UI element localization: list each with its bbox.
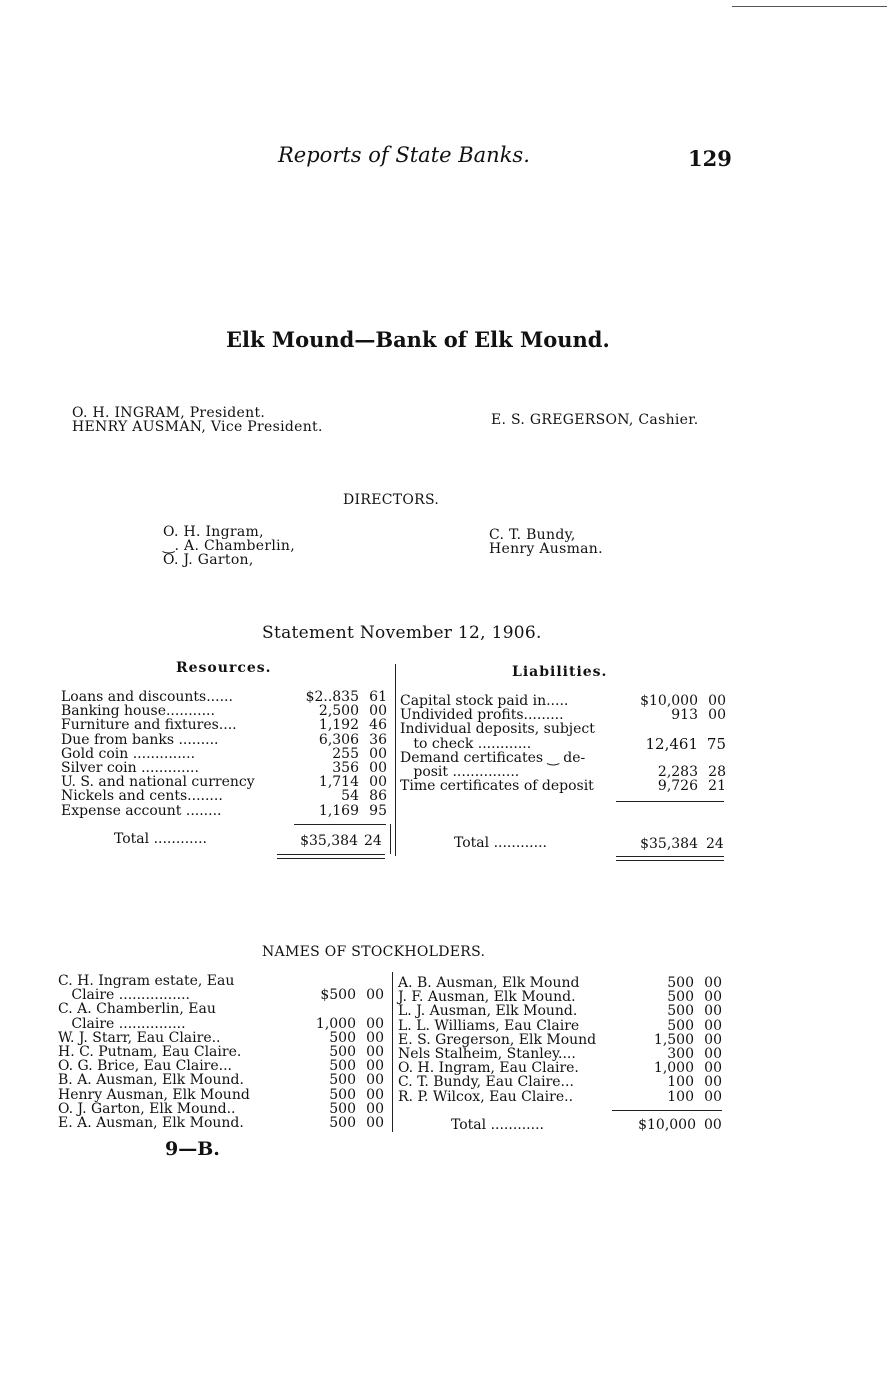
row-cents: 00 xyxy=(369,774,387,791)
row-amount: 500 xyxy=(329,1058,356,1075)
row-label: C. A. Chamberlin, Eau xyxy=(58,1001,216,1018)
row-amount: 500 xyxy=(329,1072,356,1089)
liabilities-total-double-rule xyxy=(616,856,724,857)
row-label: A. B. Ausman, Elk Mound xyxy=(398,975,580,991)
stockholder-row xyxy=(398,1033,724,1047)
officer-cashier: E. S. GREGERSON, Cashier. xyxy=(491,412,699,428)
officer-vice-president: HENRY AUSMAN, Vice President. xyxy=(72,419,323,435)
row-amount: 1,000 xyxy=(315,1015,356,1032)
stockholder-row xyxy=(398,976,724,990)
scan-edge-line xyxy=(732,6,887,7)
row-cents: 00 xyxy=(366,1114,384,1131)
resources-row xyxy=(61,747,391,761)
directors-left xyxy=(163,525,295,567)
row-cents: 46 xyxy=(369,717,387,734)
row-label: Gold coin .............. xyxy=(61,745,196,762)
stockholders-total-amount: $10,000 xyxy=(638,1117,696,1133)
row-cents: 95 xyxy=(369,802,387,819)
row-amount: 500 xyxy=(667,989,694,1006)
liabilities-row xyxy=(400,765,728,779)
row-amount: $500 xyxy=(320,987,356,1004)
row-cents: 00 xyxy=(366,1072,384,1089)
row-label: C. H. Ingram estate, Eau xyxy=(58,973,235,989)
directors-heading: DIRECTORS. xyxy=(343,492,440,508)
row-cents: 00 xyxy=(704,1003,722,1020)
row-amount: 2,283 xyxy=(657,763,698,780)
row-cents: 00 xyxy=(704,1088,722,1105)
row-cents: 00 xyxy=(704,975,722,991)
row-label: W. J. Starr, Eau Claire.. xyxy=(58,1029,221,1046)
stockholders-total-label: Total ............ xyxy=(451,1117,544,1133)
row-amount: 500 xyxy=(329,1029,356,1046)
row-label: Demand certificates ‿ de- xyxy=(400,749,586,766)
row-label: C. T. Bundy, Eau Claire... xyxy=(398,1074,574,1091)
row-cents: 00 xyxy=(366,1058,384,1075)
row-amount: 1,714 xyxy=(318,774,359,791)
liabilities-row xyxy=(400,708,728,722)
row-amount: 9,726 xyxy=(657,778,698,795)
row-cents: 00 xyxy=(366,1015,384,1032)
row-amount: 100 xyxy=(667,1088,694,1105)
stockholder-row xyxy=(398,1075,724,1089)
stockholder-row xyxy=(58,1116,388,1130)
row-label: J. F. Ausman, Elk Mound. xyxy=(398,989,576,1006)
row-amount: 1,500 xyxy=(653,1031,694,1048)
row-amount: 1,192 xyxy=(318,717,359,734)
resources-row xyxy=(61,718,391,732)
resources-total-label: Total ............ xyxy=(114,831,207,847)
row-label: to check ............ xyxy=(400,735,532,752)
row-cents: 00 xyxy=(366,1029,384,1046)
stockholder-row xyxy=(58,1073,388,1087)
row-cents: 00 xyxy=(704,989,722,1006)
row-amount: 1,169 xyxy=(318,802,359,819)
resources-row xyxy=(61,789,391,803)
stockholder-row xyxy=(58,1045,388,1059)
bank-title: Elk Mound—Bank of Elk Mound. xyxy=(226,327,610,352)
row-amount: 500 xyxy=(329,1114,356,1131)
row-label: E. A. Ausman, Elk Mound. xyxy=(58,1114,244,1131)
officer-president: O. H. INGRAM, President. xyxy=(72,405,266,421)
stockholders-total-cents: 00 xyxy=(704,1117,722,1133)
row-label: U. S. and national currency xyxy=(61,774,255,791)
row-amount: 500 xyxy=(329,1086,356,1103)
row-cents: 28 xyxy=(708,763,726,780)
liabilities-sum-rule xyxy=(616,801,724,802)
row-label: Time certificates of deposit xyxy=(400,778,594,795)
row-label: Individual deposits, subject xyxy=(400,721,595,738)
row-amount: $10,000 xyxy=(640,693,698,709)
row-cents: 75 xyxy=(706,734,726,753)
row-amount: 500 xyxy=(667,1003,694,1020)
stockholder-row xyxy=(58,1102,388,1116)
resources-total-double-rule xyxy=(277,858,385,859)
stockholder-row xyxy=(398,1090,724,1104)
resources-table xyxy=(61,690,391,818)
row-label: L. L. Williams, Eau Claire xyxy=(398,1017,580,1034)
stockholder-row xyxy=(398,1019,724,1033)
row-amount: 300 xyxy=(667,1045,694,1062)
row-label: Nels Stalheim, Stanley.... xyxy=(398,1045,576,1062)
row-cents: 21 xyxy=(708,778,726,795)
row-label: R. P. Wilcox, Eau Claire.. xyxy=(398,1088,574,1105)
row-label: Silver coin ............. xyxy=(61,759,199,776)
resources-row xyxy=(61,804,391,818)
stockholder-row xyxy=(398,990,724,1004)
row-cents: 00 xyxy=(366,987,384,1004)
row-amount: 100 xyxy=(667,1074,694,1091)
stockholders-heading: NAMES OF STOCKHOLDERS. xyxy=(262,944,486,960)
row-cents: 00 xyxy=(704,1045,722,1062)
row-cents: 00 xyxy=(704,1017,722,1034)
stockholder-row xyxy=(58,1088,388,1102)
resources-row xyxy=(61,704,391,718)
row-cents: 00 xyxy=(708,693,726,709)
row-label: Due from banks ......... xyxy=(61,731,219,748)
row-amount: $2..835 xyxy=(305,689,359,705)
statement-column-divider xyxy=(395,664,396,856)
page-number: 129 xyxy=(688,146,732,171)
liabilities-heading: Liabilities. xyxy=(512,664,608,680)
resources-total-double-rule xyxy=(277,854,385,855)
stockholder-row xyxy=(398,1004,724,1018)
stockholder-row xyxy=(398,1047,724,1061)
row-cents: 00 xyxy=(704,1060,722,1077)
row-label: Banking house........... xyxy=(61,703,215,720)
director-name: O. H. Ingram, xyxy=(163,524,264,540)
resources-total-amount: $35,384 xyxy=(300,833,358,849)
row-cents: 00 xyxy=(366,1043,384,1060)
stockholder-row xyxy=(58,1017,388,1031)
stockholders-left-table xyxy=(58,974,388,1130)
stockholder-row xyxy=(398,1061,724,1075)
stockholders-right-table xyxy=(398,976,724,1104)
stockholders-sum-rule xyxy=(612,1110,722,1111)
row-label: O. H. Ingram, Eau Claire. xyxy=(398,1060,579,1077)
row-label: Henry Ausman, Elk Mound xyxy=(58,1086,250,1103)
stockholder-row xyxy=(58,988,388,1002)
resources-row xyxy=(61,775,391,789)
row-label: Nickels and cents........ xyxy=(61,788,223,805)
liabilities-total-cents: 24 xyxy=(706,836,724,852)
stockholder-row xyxy=(58,1031,388,1045)
row-cents: 86 xyxy=(369,788,387,805)
stockholder-row xyxy=(58,1002,388,1016)
liabilities-total-amount: $35,384 xyxy=(640,836,698,852)
row-label: B. A. Ausman, Elk Mound. xyxy=(58,1072,244,1089)
row-label: Claire ............... xyxy=(58,1015,186,1032)
row-amount: 255 xyxy=(332,745,359,762)
row-cents: 00 xyxy=(366,1100,384,1117)
row-amount: 1,000 xyxy=(653,1060,694,1077)
liabilities-total-double-rule xyxy=(616,860,724,861)
row-label: Capital stock paid in..... xyxy=(400,693,569,709)
row-amount: 54 xyxy=(341,788,359,805)
row-amount: 6,306 xyxy=(318,731,359,748)
row-amount: 500 xyxy=(667,975,694,991)
liabilities-row xyxy=(400,751,728,765)
liabilities-row xyxy=(400,734,728,753)
stockholder-row xyxy=(58,1059,388,1073)
row-amount: 500 xyxy=(329,1100,356,1117)
row-cents: 00 xyxy=(704,1031,722,1048)
row-cents: 36 xyxy=(369,731,387,748)
resources-row xyxy=(61,761,391,775)
officers-left xyxy=(72,406,323,434)
row-amount: 500 xyxy=(329,1043,356,1060)
row-cents: 00 xyxy=(369,745,387,762)
liabilities-row xyxy=(400,694,728,708)
row-label: Loans and discounts...... xyxy=(61,689,233,705)
stockholder-row xyxy=(58,974,388,988)
director-name: C. T. Bundy, xyxy=(489,527,576,543)
row-cents: 00 xyxy=(369,759,387,776)
row-label: H. C. Putnam, Eau Claire. xyxy=(58,1043,242,1060)
row-amount: 500 xyxy=(667,1017,694,1034)
resources-heading: Resources. xyxy=(176,660,272,676)
liabilities-table xyxy=(400,694,728,793)
row-label: Claire ................ xyxy=(58,987,190,1004)
signature-mark: 9—B. xyxy=(165,1138,220,1160)
resources-row xyxy=(61,690,391,704)
liabilities-row xyxy=(400,779,728,793)
row-amount: 356 xyxy=(332,759,359,776)
directors-right xyxy=(489,528,603,556)
director-name: O. J. Garton, xyxy=(163,552,254,568)
resources-row xyxy=(61,733,391,747)
row-label: posit ............... xyxy=(400,763,520,780)
row-amount: 12,461 xyxy=(645,734,698,753)
row-cents: 00 xyxy=(366,1086,384,1103)
resources-sum-rule xyxy=(294,824,386,825)
row-label: Expense account ........ xyxy=(61,802,222,819)
row-label: O. J. Garton, Elk Mound.. xyxy=(58,1100,236,1117)
row-amount: 2,500 xyxy=(318,703,359,720)
row-label: L. J. Ausman, Elk Mound. xyxy=(398,1003,578,1020)
row-label: Undivided profits......... xyxy=(400,707,564,724)
row-cents: 00 xyxy=(704,1074,722,1091)
running-header-title: Reports of State Banks. xyxy=(278,143,530,167)
director-name: Henry Ausman. xyxy=(489,541,603,557)
resources-side-rule xyxy=(390,824,391,854)
resources-total-cents: 24 xyxy=(364,833,382,849)
director-name: ‿. A. Chamberlin, xyxy=(163,538,295,554)
row-cents: 61 xyxy=(369,689,387,705)
row-label: Furniture and fixtures.... xyxy=(61,717,237,734)
row-amount: 913 xyxy=(671,707,698,724)
row-cents: 00 xyxy=(369,703,387,720)
row-label: E. S. Gregerson, Elk Mound xyxy=(398,1031,597,1048)
row-cents: 00 xyxy=(708,707,726,724)
statement-title: Statement November 12, 1906. xyxy=(262,623,542,643)
stockholders-column-divider xyxy=(392,972,393,1132)
liabilities-total-label: Total ............ xyxy=(454,835,547,851)
row-label: O. G. Brice, Eau Claire... xyxy=(58,1058,233,1075)
